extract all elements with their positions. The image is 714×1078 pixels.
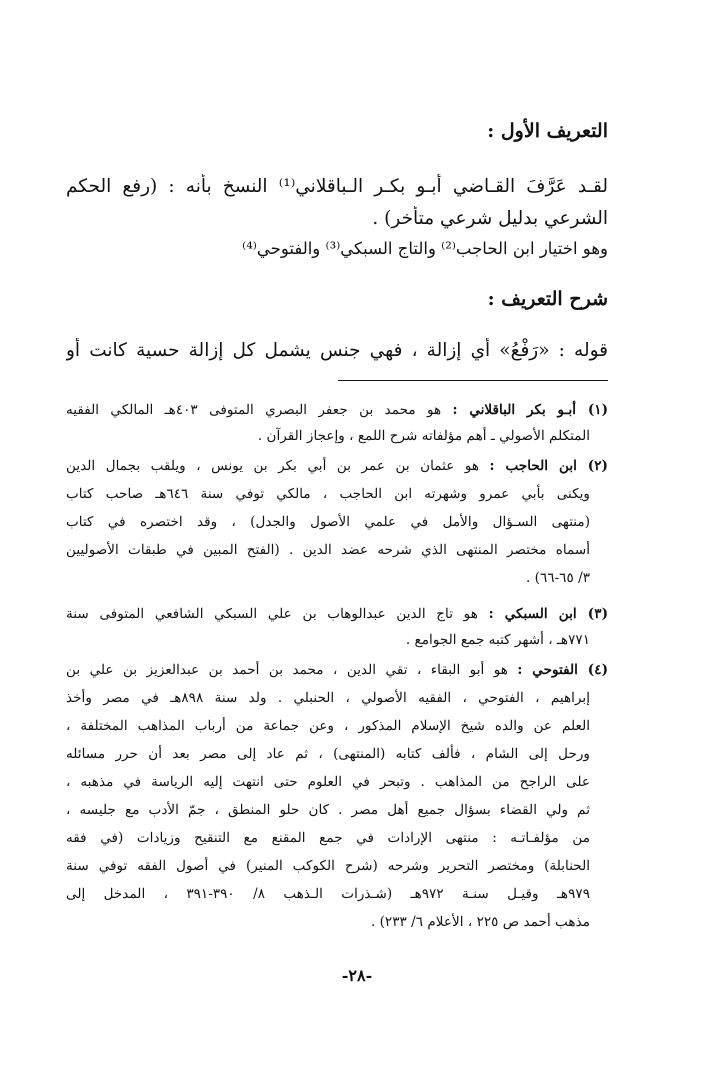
footnote-2-line: أسماه مختصر المنتهى الذي شرحه عضد الدين . (الفتح المبين في طبقات الأصوليين (66, 542, 590, 558)
body-line: لقـد عَرَّفَ القـاضي أبـو بكـر الـباقلاني⁽¹⁾ النسخ بأنه : (رفع الحكم (66, 176, 608, 197)
footnote-2-line (66, 456, 608, 476)
footnote-1-line (66, 400, 608, 420)
footnote-4-line: ٩٧٩هـ وقيـل سنـة ٩٧٢هـ (شـذرات الـذهب ٨/ ٣٩٠-٣٩١ ، المدخل إلى (66, 886, 590, 902)
footnote-4-line: الحنابلة) ومختصر التحرير وشرحه (شرح الكوكب المنير) في أصول الفقه توفي سنة (66, 858, 590, 874)
footnote-4-line: ورحل إلى الشام ، فألف كتابه (المنتهى) ، ثم عاد إلى مصر بعد أن حرر مسائله (66, 746, 590, 762)
body-line: وهو اختيار ابن الحاجب⁽²⁾ والتاج السبكي⁽³⁾ والفتوحي⁽⁴⁾ (242, 239, 608, 258)
footnote-2-line: ويكنى بأبي عمرو وشهرته ابن الحاجب ، مالكي توفي سنة ٦٤٦هـ صاحب كتاب (66, 486, 590, 502)
footnote-text: هو أبو البقاء ، تقي الدين ، محمد بن أحمد بن عبدالعزيز بن علي بن (66, 662, 508, 678)
section-heading-first-definition: التعريف الأول : (487, 120, 608, 142)
section-heading-definition-explanation: شرح التعريف : (487, 288, 608, 310)
footnote-text: هو تاج الدين عبدالوهاب بن علي السبكي الشافعي المتوفى سنة (66, 606, 478, 622)
footnote-1-line: المتكلم الأصولي ـ أهم مؤلفاته شرح اللمع ، وإعجاز القرآن . (257, 428, 590, 444)
footnote-text: هو عثمان بن عمر بن أبي بكر بن يونس ، ويلقب بجمال الدين (66, 458, 480, 474)
footnote-2-line: ٣/ ٦٥-٦٦) . (526, 570, 590, 586)
footnote-4-line: مذهب أحمد ص ٢٢٥ ، الأعلام ٦/ ٢٣٣) . (370, 914, 590, 930)
footnote-4-line: على الراجح من المذاهب . وتبحر في العلوم حتى انتهت إليه الرياسة في مذهبه ، (66, 774, 590, 790)
footnote-4-line: من مؤلفـاتـه : منتهى الإرادات في جمع المقنع مع التنقيح وزيادات (في فقه (66, 830, 590, 846)
body-line: قوله : «رَفْعُ» أي إزالة ، فهي جنس يشمل كل إزالة حسية كانت أو (66, 340, 608, 361)
footnote-separator (338, 380, 608, 381)
footnote-4-label: (٤) الفتوحي : (517, 662, 608, 678)
footnote-1-label: (١) أبـو بكر الباقلاني : (452, 402, 608, 418)
footnote-text: هو محمد بن جعفر البصري المتوفى ٤٠٣هـ المالكي الفقيه (66, 402, 442, 418)
footnote-3-line: ٧٧١هـ ، أشهر كتبه جمع الجوامع . (405, 632, 590, 648)
footnote-2-line: (منتهى السـؤال والأمل في علمي الأصول والجدل) ، وقد اختصره في كتاب (66, 514, 590, 530)
footnote-2-label: (٢) ابن الحاجب : (489, 458, 608, 474)
footnote-4-line: ثم ولي القضاء بسؤال جميع أهل مصر . كان حلو المنطق ، جمّ الأدب مع جليسه ، (66, 802, 590, 818)
footnote-4-line (66, 660, 608, 680)
page-number: -٢٨- (341, 966, 373, 985)
footnote-3-line (66, 604, 608, 624)
footnote-3-label: (٣) ابن السبكي : (488, 606, 608, 622)
body-line: الشرعي بدليل شرعي متأخر) . (372, 208, 608, 229)
footnote-4-line: العلم عن والده شيخ الإسلام المذكور ، وعن جماعة من أرباب المذاهب المختلفة ، (66, 718, 590, 734)
footnote-4-line: إبراهيم ، الفتوحي ، الفقيه الأصولي ، الحنبلي . ولد سنة ٨٩٨هـ في مصر وأخذ (66, 690, 590, 706)
